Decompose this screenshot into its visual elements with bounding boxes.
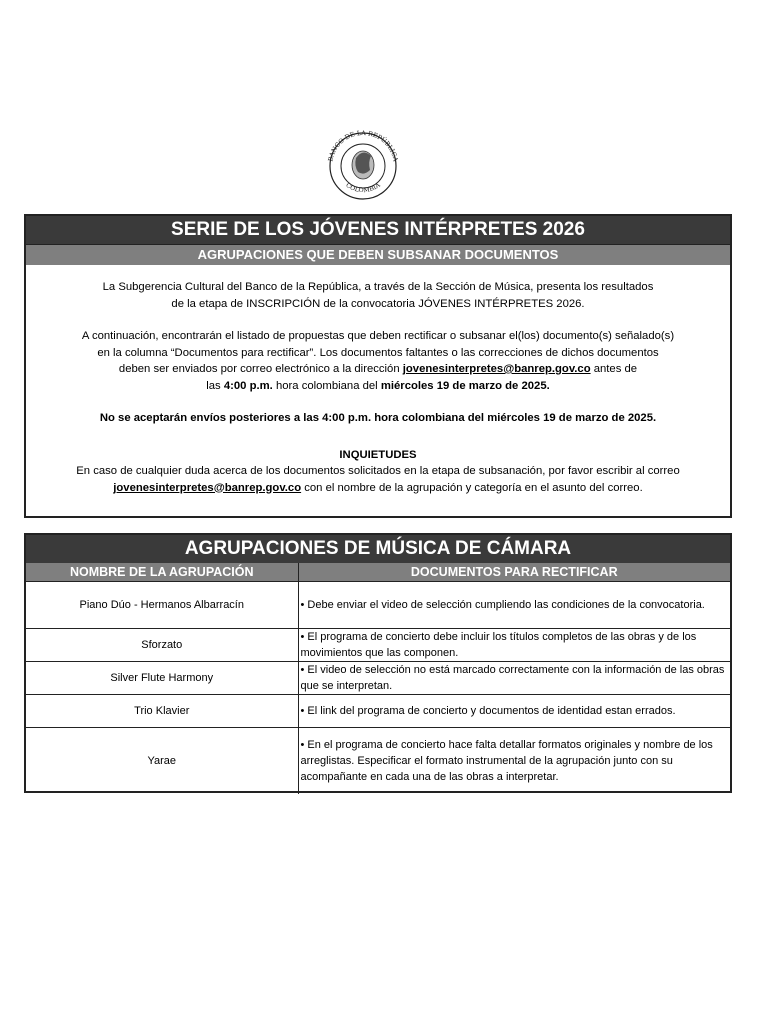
- group-name: Silver Flute Harmony: [26, 662, 298, 695]
- warning-text: No se aceptarán envíos posteriores a las 4:00 p.m. hora colombiana del miércoles 19 de marzo de 2025.: [99, 412, 657, 424]
- table-row: [26, 629, 730, 662]
- text: con el nombre de la agrupación y categoría en el asunto del correo.: [301, 481, 643, 494]
- intro-line: [26, 361, 730, 378]
- text: hora colombiana del: [272, 379, 381, 392]
- intro-line: La Subgerencia Cultural del Banco de la República, a través de la Sección de Música, presenta los resultados: [102, 281, 654, 293]
- text: deben ser enviados por correo electrónico a la dirección: [118, 363, 403, 375]
- table-row: [26, 695, 730, 728]
- table-row: [26, 582, 730, 629]
- table-header-row: [26, 563, 730, 582]
- email-link[interactable]: jovenesinterpretes@banrep.gov.co: [402, 363, 591, 375]
- group-name: Sforzato: [26, 629, 298, 662]
- documents-required: • En el programa de concierto hace falta detallar formatos originales y nombre de los arreglistas. Especificar el formato instrumental de la agrupación junto con su acompañante en cada una de las obras a interpretar.: [298, 728, 730, 794]
- intro-line: de la etapa de INSCRIPCIÓN de la convocatoria JÓVENES INTÉRPRETES 2026.: [171, 297, 585, 310]
- table-row: [26, 728, 730, 794]
- deadline-time: 4:00 p.m.: [223, 379, 273, 392]
- intro-panel: [24, 214, 732, 518]
- section-title: AGRUPACIONES DE MÚSICA DE CÁMARA: [26, 535, 730, 563]
- inquiries-title: INQUIETUDES: [339, 448, 417, 461]
- intro-text: [26, 265, 730, 496]
- intro-line: en la columna “Documentos para rectificar”. Los documentos faltantes o las correcciones de dichos documentos: [97, 346, 659, 359]
- seal-text-top: BANCO DE LA REPÚBLICA: [327, 129, 399, 163]
- text: antes de: [590, 363, 638, 375]
- page-subtitle: AGRUPACIONES QUE DEBEN SUBSANAR DOCUMENTOS: [26, 244, 730, 265]
- group-name: Yarae: [26, 728, 298, 794]
- intro-line: [26, 480, 730, 497]
- documents-required: • El video de selección no está marcado correctamente con la información de las obras que se interpretan.: [298, 662, 730, 695]
- documents-required: • Debe enviar el video de selección cumpliendo las condiciones de la convocatoria.: [298, 582, 730, 629]
- documents-required: • El link del programa de concierto y documentos de identidad estan errados.: [298, 695, 730, 728]
- svg-text:COLOMBIA: [344, 182, 382, 195]
- intro-line: [26, 378, 730, 395]
- documents-required: • El programa de concierto debe incluir los títulos completos de las obras y de los movimientos que las componen.: [298, 629, 730, 662]
- deadline-date: miércoles 19 de marzo de 2025.: [380, 379, 550, 392]
- column-header-docs: DOCUMENTOS PARA RECTIFICAR: [298, 563, 730, 582]
- intro-line: A continuación, encontrarán el listado de propuestas que deben rectificar o subsanar el(los) documento(s) señalado(s): [81, 330, 675, 342]
- results-table: [26, 563, 730, 794]
- text: las: [206, 379, 224, 392]
- group-name: Piano Dúo - Hermanos Albarracín: [26, 582, 298, 629]
- table-row: [26, 662, 730, 695]
- page-title: SERIE DE LOS JÓVENES INTÉRPRETES 2026: [26, 216, 730, 244]
- intro-line: En caso de cualquier duda acerca de los documentos solicitados en la etapa de subsanación, por favor escribir al correo: [76, 465, 680, 477]
- column-header-name: NOMBRE DE LA AGRUPACIÓN: [26, 563, 298, 582]
- results-panel: [24, 533, 732, 793]
- email-link[interactable]: jovenesinterpretes@banrep.gov.co: [113, 481, 302, 494]
- seal-text-bottom: COLOMBIA: [344, 181, 382, 195]
- group-name: Trio Klavier: [26, 695, 298, 728]
- seal-icon: [318, 128, 408, 200]
